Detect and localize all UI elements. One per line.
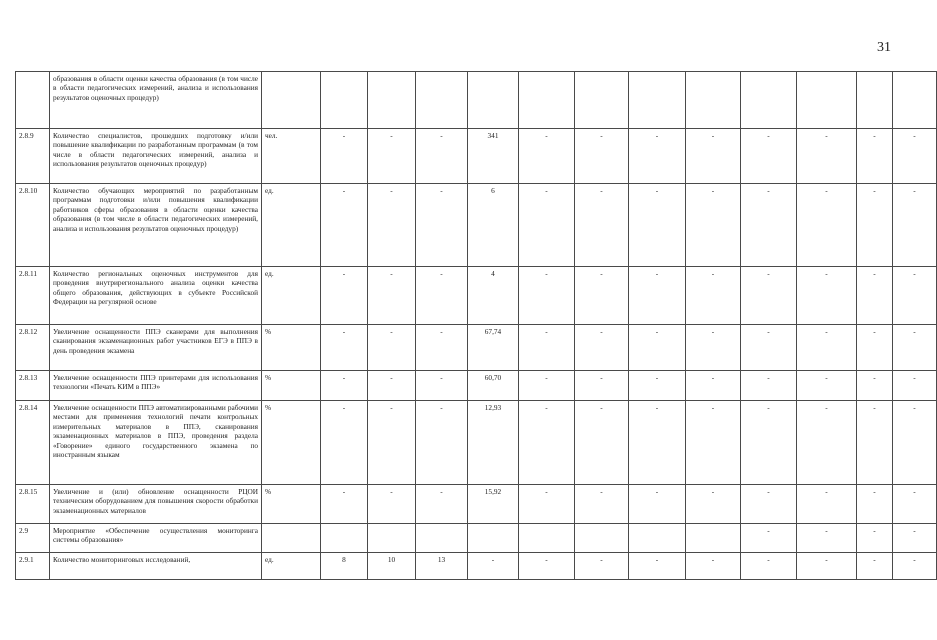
value-cell: -: [575, 267, 629, 325]
page-number: 31: [877, 40, 891, 55]
value-cell: 67,74: [468, 325, 519, 371]
value-cell: 60,70: [468, 371, 519, 401]
value-cell: -: [857, 371, 893, 401]
value-cell: [629, 524, 686, 553]
unit-cell: чел.: [262, 129, 321, 184]
indicator-description: Мероприятие «Обеспечение осуществления мониторинга системы образования»: [50, 524, 262, 553]
value-cell: -: [368, 325, 416, 371]
value-cell: -: [857, 553, 893, 580]
value-cell: [416, 524, 468, 553]
value-cell: -: [519, 129, 575, 184]
value-cell: -: [893, 401, 937, 485]
value-cell: -: [321, 325, 368, 371]
value-cell: -: [629, 401, 686, 485]
value-cell: -: [893, 267, 937, 325]
value-cell: -: [368, 129, 416, 184]
value-cell: 10: [368, 553, 416, 580]
value-cell: 8: [321, 553, 368, 580]
value-cell: -: [321, 267, 368, 325]
value-cell: -: [686, 129, 741, 184]
value-cell: [321, 524, 368, 553]
value-cell: [321, 72, 368, 129]
value-cell: -: [575, 325, 629, 371]
value-cell: -: [629, 485, 686, 524]
value-cell: -: [686, 267, 741, 325]
value-cell: -: [741, 267, 797, 325]
indicator-description: Увеличение оснащенности ППЭ сканерами для выполнения сканирования экзаменационных работ участников ЕГЭ в ППЭ в день проведения экзамена: [50, 325, 262, 371]
table-row: [16, 129, 937, 184]
value-cell: [368, 72, 416, 129]
value-cell: [575, 72, 629, 129]
value-cell: -: [857, 129, 893, 184]
table-row: [16, 325, 937, 371]
row-number: [16, 72, 50, 129]
value-cell: 15,92: [468, 485, 519, 524]
value-cell: -: [416, 485, 468, 524]
indicator-description: Количество мониторинговых исследований,: [50, 553, 262, 580]
value-cell: [575, 524, 629, 553]
indicator-description: Количество региональных оценочных инструментов для проведения внутрирегионального анализа оценки качества общего образования, действующих в субъекте Российской Федерации на регулярной основе: [50, 267, 262, 325]
value-cell: -: [857, 401, 893, 485]
value-cell: -: [741, 524, 797, 553]
value-cell: -: [797, 129, 857, 184]
value-cell: -: [519, 553, 575, 580]
indicator-description: Количество обучающих мероприятий по разработанным программам подготовки и/или повышения квалификации работников сферы образования в области оценки качества образования (в том числе в области педагогических измерений, анализа и использования результатов оценочных процедур): [50, 184, 262, 267]
value-cell: -: [893, 184, 937, 267]
row-number: 2.8.10: [16, 184, 50, 267]
indicator-description: Увеличение и (или) обновление оснащенности РЦОИ техническим оборудованием для повышения скорости обработки экзаменационных материалов: [50, 485, 262, 524]
value-cell: -: [321, 184, 368, 267]
value-cell: -: [893, 524, 937, 553]
value-cell: -: [519, 485, 575, 524]
row-number: 2.9.1: [16, 553, 50, 580]
value-cell: -: [321, 129, 368, 184]
value-cell: 13: [416, 553, 468, 580]
indicator-description: Количество специалистов, прошедших подготовку и/или повышение квалификации по разработанным программам (в том числе в области педагогических измерений, анализа и использования результатов оценочных процедур): [50, 129, 262, 184]
row-number: 2.8.13: [16, 371, 50, 401]
value-cell: 4: [468, 267, 519, 325]
row-number: 2.8.15: [16, 485, 50, 524]
row-number: 2.8.12: [16, 325, 50, 371]
value-cell: -: [741, 325, 797, 371]
value-cell: [741, 72, 797, 129]
value-cell: -: [629, 325, 686, 371]
table-row: [16, 553, 937, 580]
value-cell: -: [797, 371, 857, 401]
unit-cell: ед.: [262, 553, 321, 580]
value-cell: -: [416, 129, 468, 184]
value-cell: -: [893, 325, 937, 371]
value-cell: -: [321, 371, 368, 401]
value-cell: -: [797, 485, 857, 524]
value-cell: -: [519, 401, 575, 485]
table-row: [16, 371, 937, 401]
indicator-description: образования в области оценки качества образования (в том числе в области педагогических измерений, анализа и использования результатов оценочных процедур): [50, 72, 262, 129]
table-row: [16, 524, 937, 553]
table-row: [16, 401, 937, 485]
table-row: [16, 184, 937, 267]
value-cell: [857, 72, 893, 129]
value-cell: [416, 72, 468, 129]
value-cell: -: [857, 184, 893, 267]
unit-cell: ед.: [262, 267, 321, 325]
value-cell: [468, 72, 519, 129]
indicator-description: Увеличение оснащенности ППЭ автоматизированными рабочими местами для применения технологий печати контрольных измерительных материалов в ППЭ, сканирования экзаменационных материалов в ППЭ, проведения раздела «Говорение» единого государственного экзамена по иностранным языкам: [50, 401, 262, 485]
unit-cell: %: [262, 371, 321, 401]
row-number: 2.8.14: [16, 401, 50, 485]
value-cell: -: [321, 401, 368, 485]
value-cell: -: [321, 485, 368, 524]
value-cell: [686, 524, 741, 553]
value-cell: -: [368, 485, 416, 524]
value-cell: -: [575, 553, 629, 580]
value-cell: -: [368, 184, 416, 267]
value-cell: -: [797, 325, 857, 371]
value-cell: -: [797, 401, 857, 485]
value-cell: -: [416, 325, 468, 371]
value-cell: -: [893, 485, 937, 524]
value-cell: -: [629, 129, 686, 184]
table-row: [16, 267, 937, 325]
value-cell: -: [416, 184, 468, 267]
value-cell: -: [797, 184, 857, 267]
value-cell: -: [519, 325, 575, 371]
value-cell: -: [893, 553, 937, 580]
value-cell: -: [893, 371, 937, 401]
value-cell: -: [575, 129, 629, 184]
value-cell: [686, 72, 741, 129]
unit-cell: %: [262, 401, 321, 485]
value-cell: -: [519, 371, 575, 401]
indicator-description: Увеличение оснащенности ППЭ принтерами для использования технологии «Печать КИМ в ППЭ»: [50, 371, 262, 401]
value-cell: -: [857, 267, 893, 325]
unit-cell: ед.: [262, 184, 321, 267]
value-cell: -: [741, 485, 797, 524]
table-row: [16, 72, 937, 129]
value-cell: -: [416, 401, 468, 485]
value-cell: -: [416, 371, 468, 401]
value-cell: [797, 72, 857, 129]
value-cell: -: [575, 371, 629, 401]
value-cell: -: [575, 401, 629, 485]
value-cell: -: [368, 371, 416, 401]
value-cell: -: [893, 129, 937, 184]
value-cell: [519, 72, 575, 129]
value-cell: -: [686, 325, 741, 371]
value-cell: [519, 524, 575, 553]
value-cell: -: [686, 401, 741, 485]
value-cell: 12,93: [468, 401, 519, 485]
value-cell: -: [575, 485, 629, 524]
value-cell: -: [686, 485, 741, 524]
value-cell: 341: [468, 129, 519, 184]
value-cell: -: [741, 371, 797, 401]
value-cell: [629, 72, 686, 129]
value-cell: -: [629, 371, 686, 401]
value-cell: [893, 72, 937, 129]
value-cell: -: [416, 267, 468, 325]
value-cell: -: [519, 267, 575, 325]
value-cell: -: [368, 267, 416, 325]
value-cell: -: [857, 485, 893, 524]
value-cell: -: [686, 553, 741, 580]
value-cell: -: [741, 129, 797, 184]
unit-cell: [262, 524, 321, 553]
row-number: 2.8.9: [16, 129, 50, 184]
unit-cell: %: [262, 325, 321, 371]
table-row: [16, 485, 937, 524]
value-cell: 6: [468, 184, 519, 267]
value-cell: -: [629, 184, 686, 267]
value-cell: -: [797, 267, 857, 325]
value-cell: [468, 524, 519, 553]
value-cell: -: [468, 553, 519, 580]
value-cell: -: [741, 401, 797, 485]
value-cell: -: [686, 371, 741, 401]
unit-cell: [262, 72, 321, 129]
unit-cell: %: [262, 485, 321, 524]
value-cell: -: [857, 524, 893, 553]
value-cell: -: [519, 184, 575, 267]
value-cell: -: [629, 553, 686, 580]
indicators-table: [15, 71, 937, 580]
value-cell: -: [797, 553, 857, 580]
value-cell: -: [797, 524, 857, 553]
value-cell: -: [629, 267, 686, 325]
value-cell: -: [686, 184, 741, 267]
row-number: 2.8.11: [16, 267, 50, 325]
value-cell: -: [741, 184, 797, 267]
value-cell: -: [575, 184, 629, 267]
value-cell: -: [368, 401, 416, 485]
value-cell: [368, 524, 416, 553]
value-cell: -: [741, 553, 797, 580]
row-number: 2.9: [16, 524, 50, 553]
value-cell: -: [857, 325, 893, 371]
